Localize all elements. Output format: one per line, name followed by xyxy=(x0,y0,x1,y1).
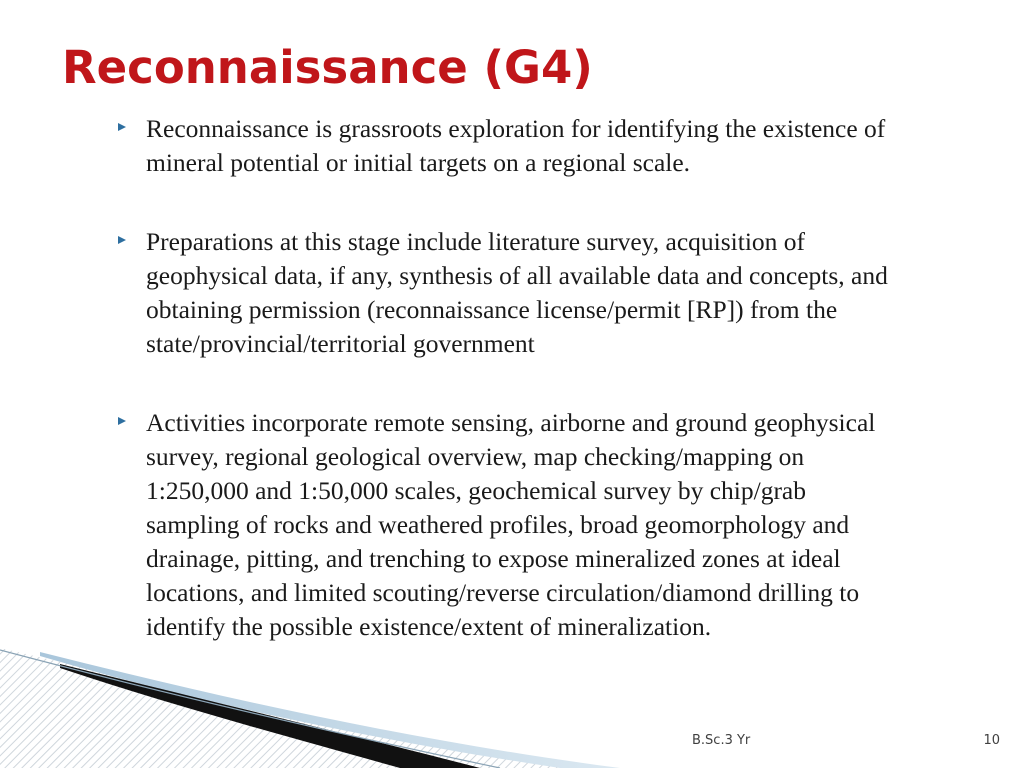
triangle-bullet-icon xyxy=(118,123,126,131)
footer-label: B.Sc.3 Yr xyxy=(692,733,751,748)
page-number: 10 xyxy=(983,733,1000,748)
bullet-text: Activities incorporate remote sensing, airborne and ground geophysical survey, regional geological overview, map checking/mapping on 1:250,000 and 1:50,000 scales, geochemical survey by chip/grab sampling of rocks and weathered profiles, broad geomorphology and drainage, pitting, and trenching to expose mineralized zones at ideal locations, and limited scouting/reverse circulation/diamond drilling to identify the possible existence/extent of mineralization. xyxy=(146,408,876,641)
thin-line xyxy=(0,650,500,768)
bullet-text: Preparations at this stage include literature survey, acquisition of geophysical data, if any, synthesis of all available data and concepts, and obtaining permission (reconnaissance license/permit [RP]) from the state/provincial/territorial government xyxy=(146,227,888,358)
hatched-band xyxy=(0,648,600,768)
triangle-bullet-icon xyxy=(118,417,126,425)
triangle-bullet-icon xyxy=(118,236,126,244)
slide-title: Reconnaissance (G4) xyxy=(62,41,593,94)
bullet-item xyxy=(118,225,898,361)
bullet-item xyxy=(118,406,898,644)
black-band xyxy=(60,664,480,768)
bullet-list xyxy=(118,112,898,644)
bullet-text: Reconnaissance is grassroots exploration for identifying the existence of mineral potential or initial targets on a regional scale. xyxy=(146,114,886,177)
bullet-item xyxy=(118,112,898,180)
blue-band xyxy=(40,652,620,768)
